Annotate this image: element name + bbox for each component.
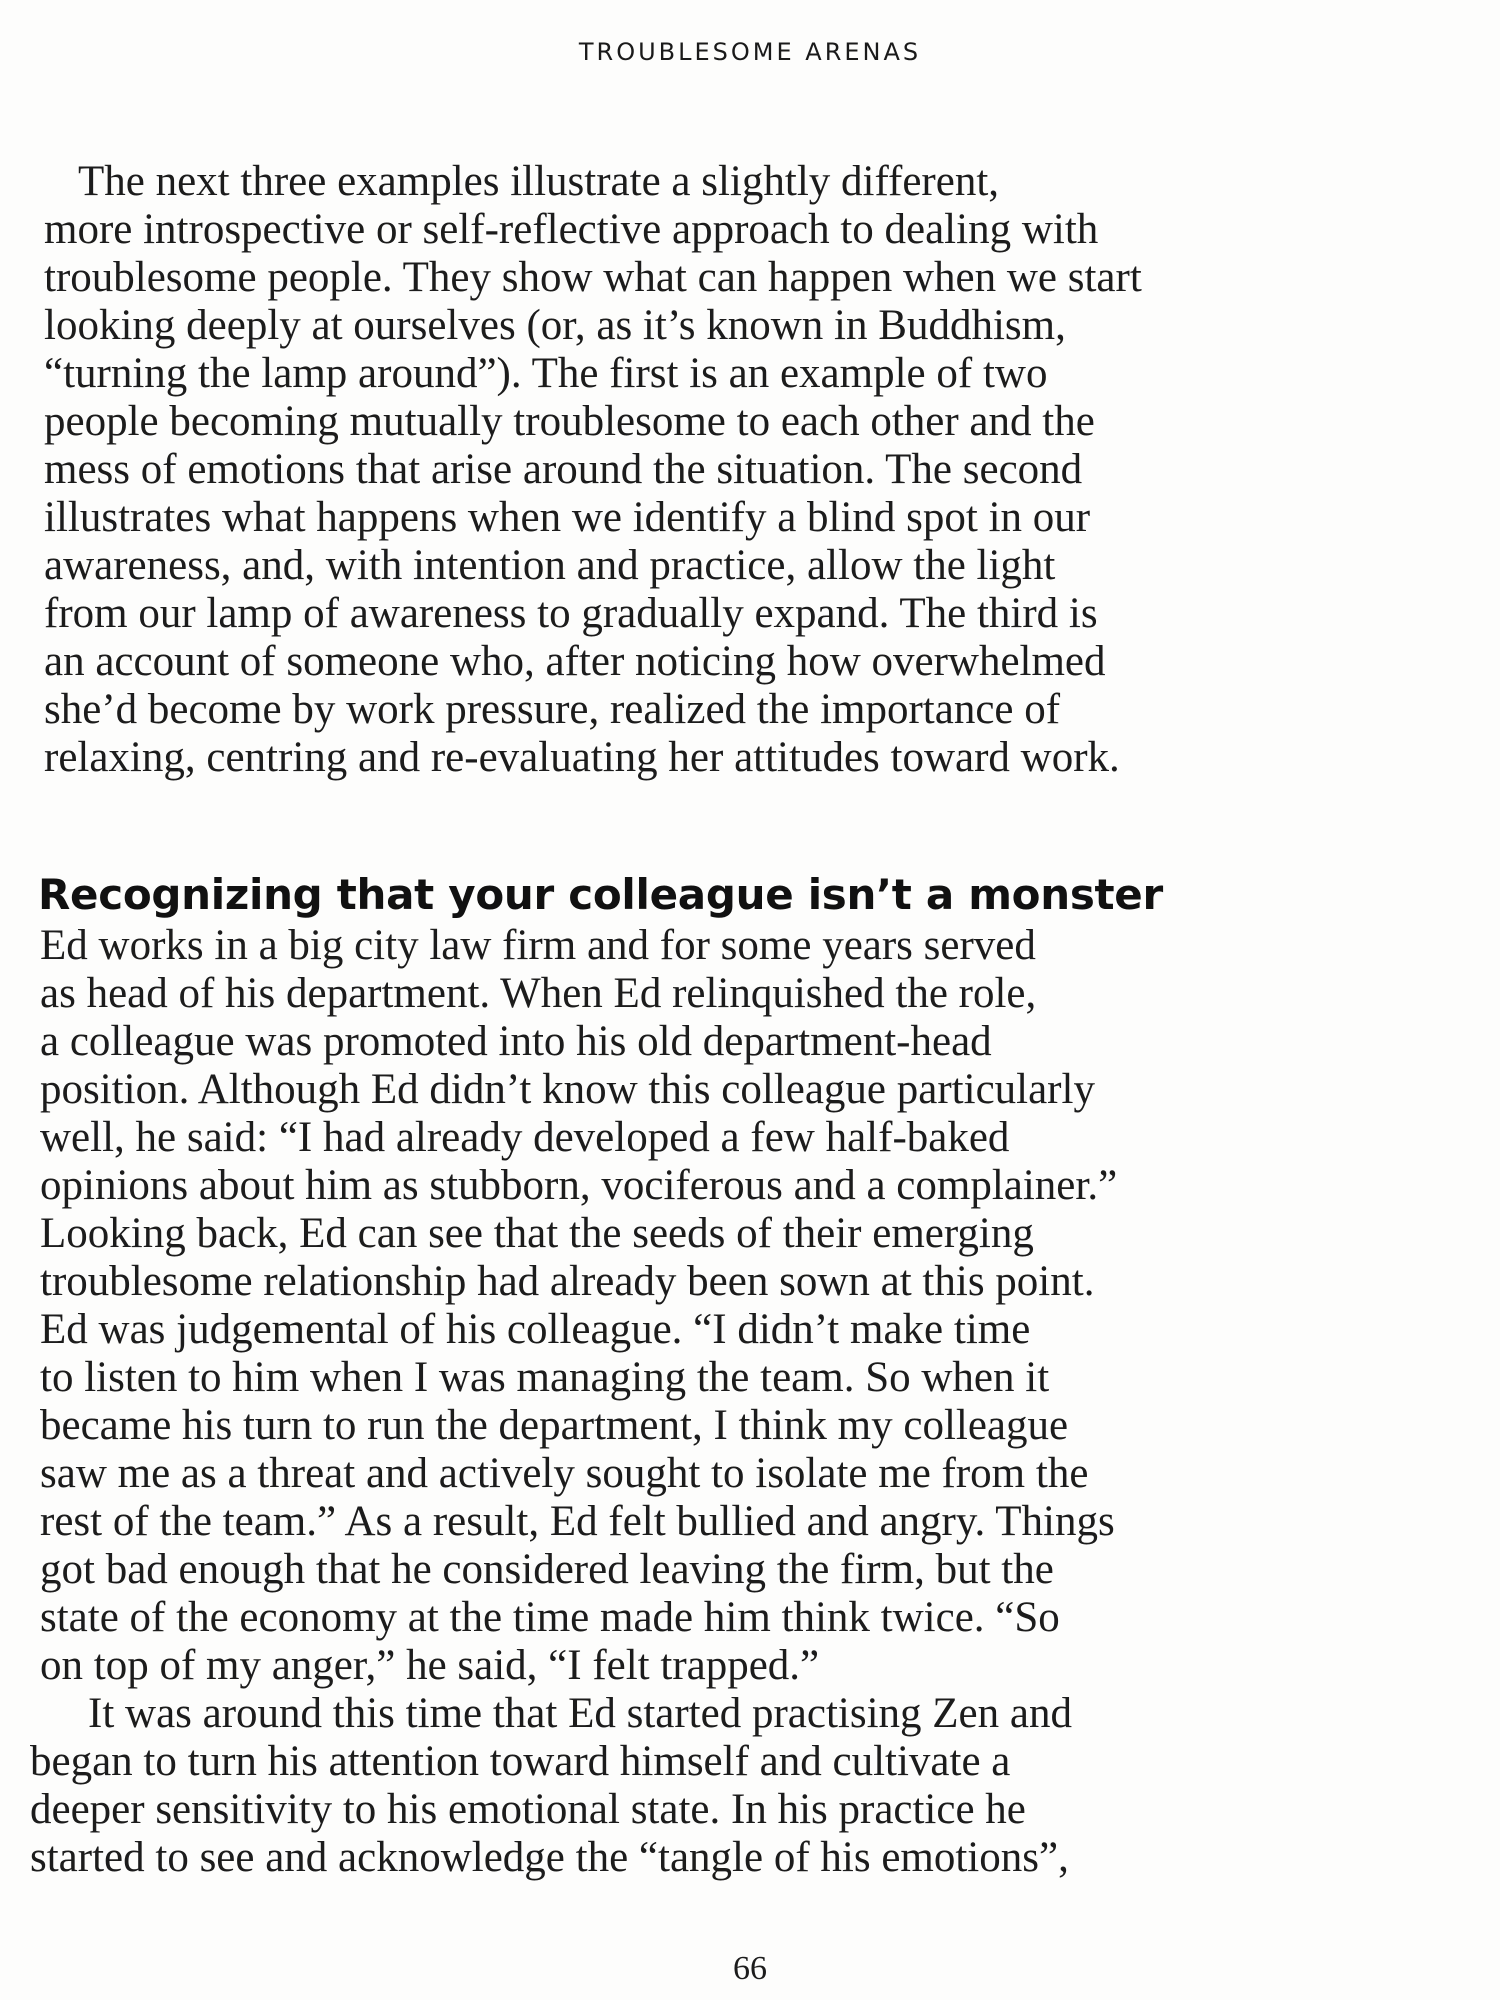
text-line: began to turn his attention toward himself and cultivate a: [30, 1738, 1011, 1785]
text-line: Ed was judgemental of his colleague. “I didn’t make time: [40, 1306, 1031, 1353]
text-line: awareness, and, with intention and practice, allow the light: [44, 542, 1056, 589]
text-line: people becoming mutually troublesome to each other and the: [44, 398, 1095, 445]
text-line: to listen to him when I was managing the team. So when it: [40, 1354, 1050, 1401]
text-line: illustrates what happens when we identify a blind spot in our: [44, 494, 1091, 541]
running-head: TROUBLESOME ARENAS: [578, 38, 922, 66]
text-line: state of the economy at the time made him think twice. “So: [40, 1594, 1060, 1641]
text-line: from our lamp of awareness to gradually expand. The third is: [44, 590, 1098, 637]
text-line: position. Although Ed didn’t know this colleague particularly: [40, 1066, 1095, 1113]
text-line: rest of the team.” As a result, Ed felt bullied and angry. Things: [40, 1498, 1115, 1545]
section-heading: Recognizing that your colleague isn’t a monster: [38, 870, 1163, 919]
text-line: relaxing, centring and re-evaluating her attitudes toward work.: [44, 734, 1120, 781]
text-line: a colleague was promoted into his old department-head: [40, 1018, 992, 1065]
text-line: became his turn to run the department, I think my colleague: [40, 1402, 1069, 1449]
text-line: started to see and acknowledge the “tangle of his emotions”,: [30, 1834, 1069, 1881]
text-line: The next three examples illustrate a slightly different,: [78, 158, 1000, 205]
text-line: Looking back, Ed can see that the seeds of their emerging: [40, 1210, 1034, 1257]
text-line: well, he said: “I had already developed a few half-baked: [40, 1114, 1010, 1161]
text-line: got bad enough that he considered leaving the firm, but the: [40, 1546, 1054, 1593]
text-line: an account of someone who, after noticing how overwhelmed: [44, 638, 1106, 685]
text-line: It was around this time that Ed started practising Zen and: [88, 1690, 1072, 1737]
text-line: more introspective or self-reflective approach to dealing with: [44, 206, 1099, 253]
text-line: on top of my anger,” he said, “I felt trapped.”: [40, 1642, 820, 1689]
text-line: Ed works in a big city law firm and for some years served: [40, 922, 1036, 969]
text-line: “turning the lamp around”). The first is an example of two: [44, 350, 1048, 397]
text-line: deeper sensitivity to his emotional state. In his practice he: [30, 1786, 1026, 1833]
text-line: troublesome relationship had already been sown at this point.: [40, 1258, 1095, 1305]
text-line: she’d become by work pressure, realized the importance of: [44, 686, 1061, 733]
text-line: mess of emotions that arise around the situation. The second: [44, 446, 1083, 493]
page-number: 66: [733, 1950, 767, 1987]
text-line: opinions about him as stubborn, vociferous and a complainer.”: [40, 1162, 1118, 1209]
text-line: troublesome people. They show what can happen when we start: [44, 254, 1142, 301]
text-line: saw me as a threat and actively sought to isolate me from the: [40, 1450, 1089, 1497]
text-line: as head of his department. When Ed relinquished the role,: [40, 970, 1037, 1017]
text-line: looking deeply at ourselves (or, as it’s known in Buddhism,: [44, 302, 1066, 349]
